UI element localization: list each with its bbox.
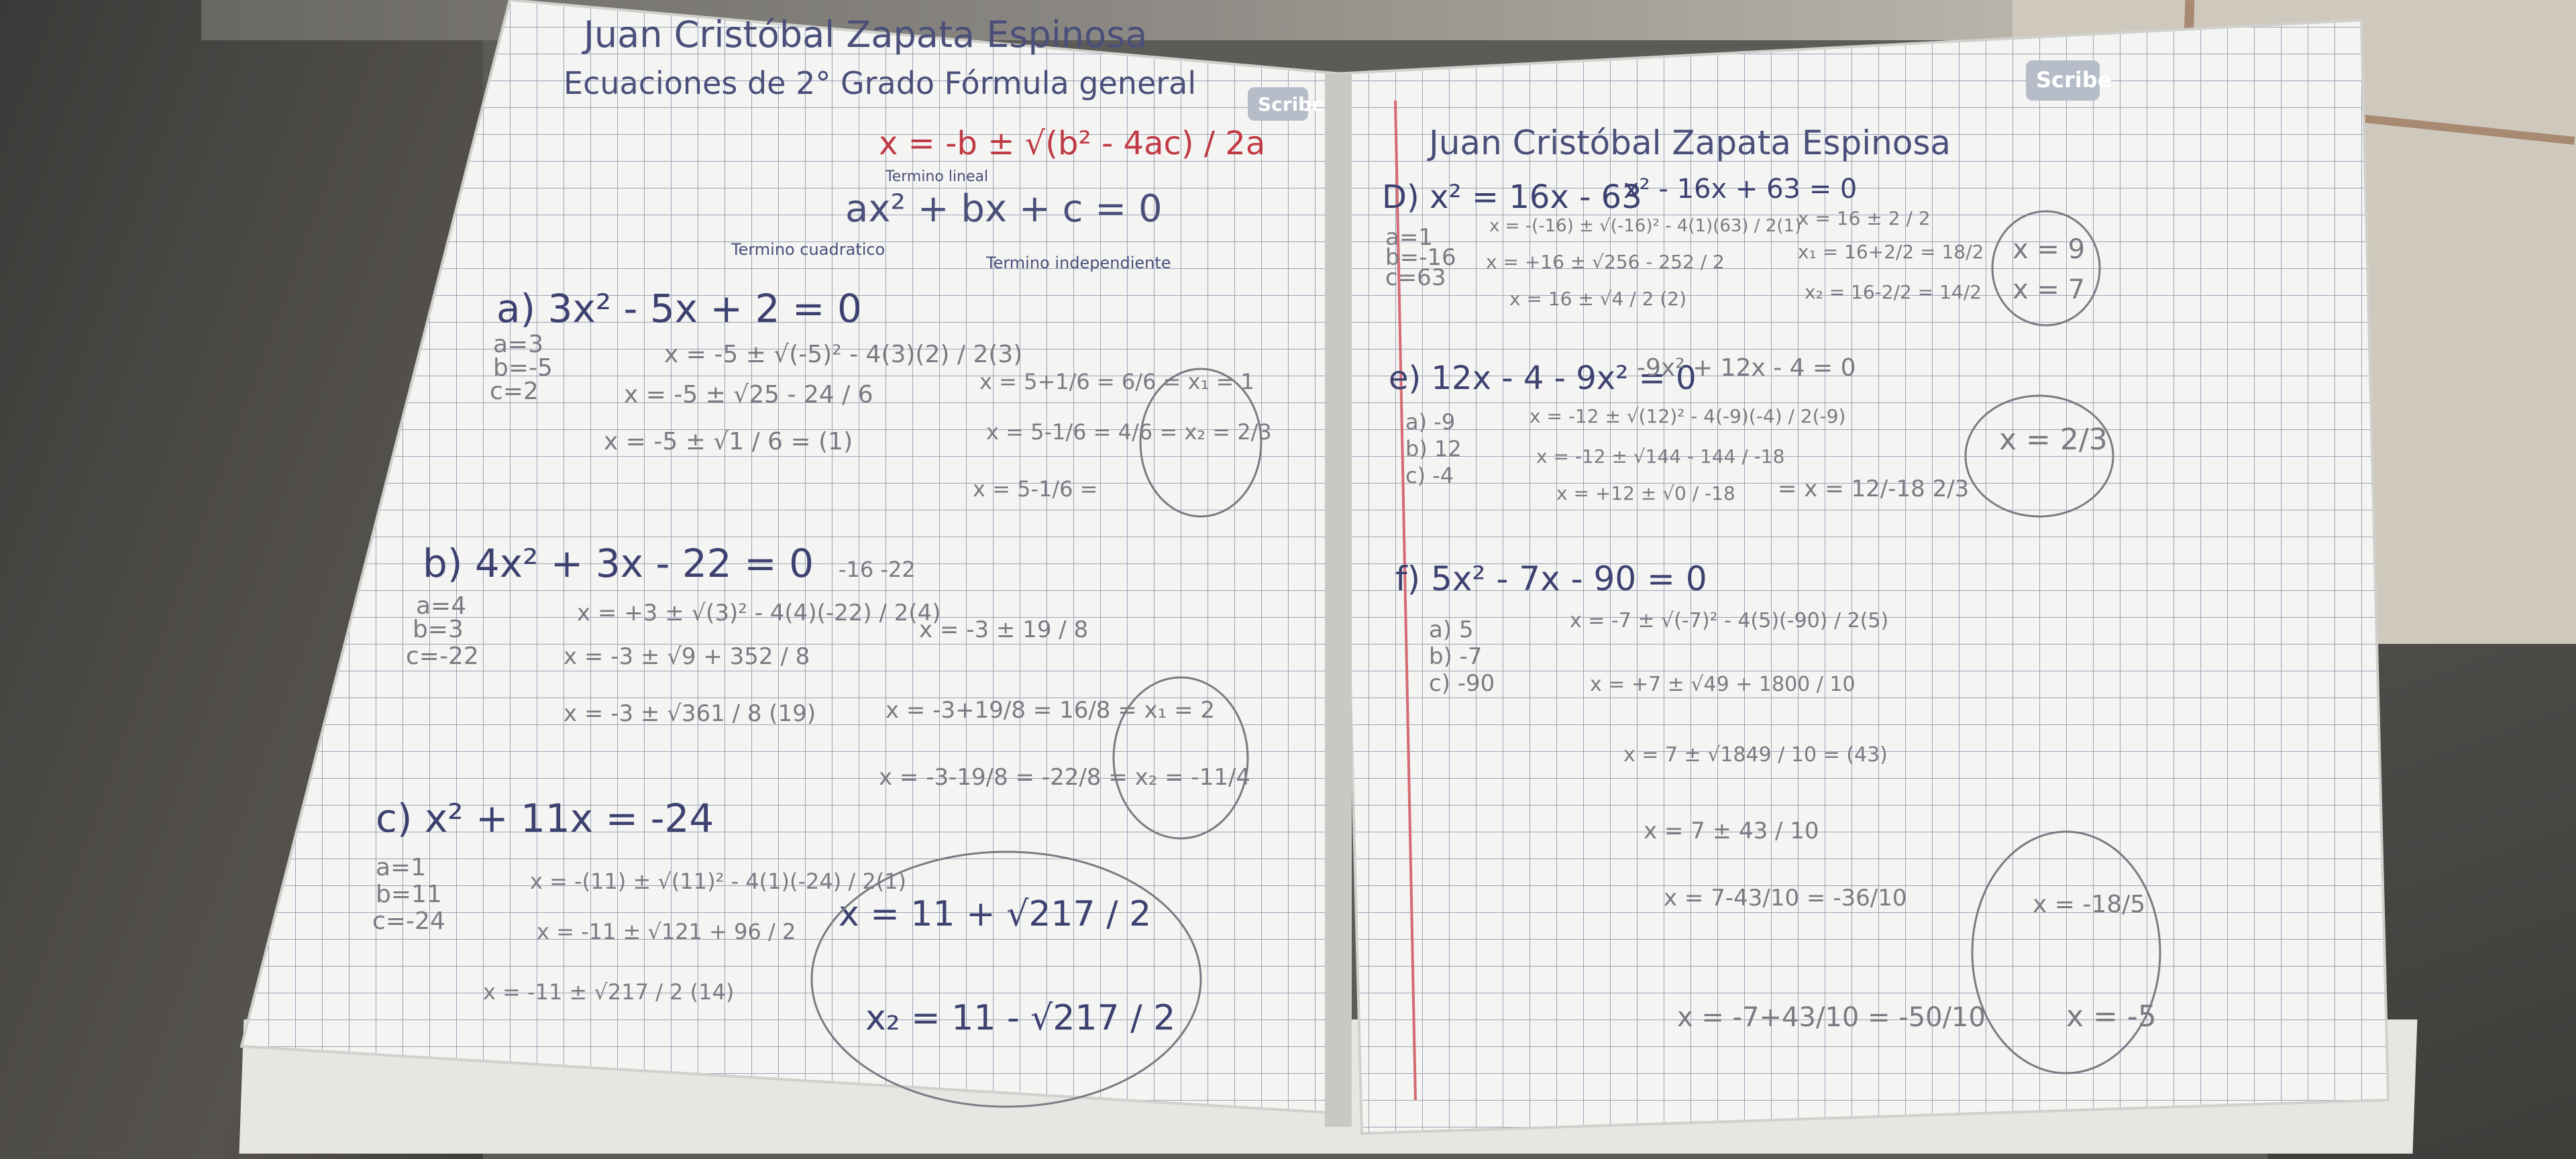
problem-f-answer-2: x = -5 [2066,999,2157,1034]
problem-b-coef-b: b=3 [413,616,464,643]
right-author: Juan Cristóbal Zapata Espinosa [1429,123,1951,162]
problem-a-root-2: x = 5-1/6 = 4/6 = x₂ = 2/3 [986,419,1272,445]
problem-a-step-2: x = -5 ± √25 - 24 / 6 [624,381,873,408]
term-linear: Termino lineal [885,168,989,185]
problem-a-step-1: x = -5 ± √(-5)² - 4(3)(2) / 2(3) [664,341,1023,368]
problem-e-rewritten: -9x² + 12x - 4 = 0 [1637,354,1856,382]
problem-f-root-3: x = -7+43/10 = -50/10 [1677,1002,1986,1033]
problem-e-root-1: = x = 12/-18 2/3 [1778,476,1970,502]
problem-f-step-3: x = 7 ± √1849 / 10 = (43) [1623,743,1888,767]
problem-d-root-1: x = 16 ± 2 / 2 [1798,207,1931,229]
problem-c-step-1: x = -(11) ± √(11)² - 4(1)(-24) / 2(1) [530,869,907,894]
problem-b-step-3: x = -3 ± √361 / 8 (19) [564,700,816,727]
problem-a-coef-c: c=2 [490,378,539,405]
problem-a-root-3: x = 5-1/6 = [973,476,1098,502]
problem-d-coef-c: c=63 [1385,264,1446,291]
problem-b-root-1: x = -3 ± 19 / 8 [919,616,1089,643]
problem-e-coef-b: b) 12 [1405,436,1462,461]
problem-d-step-2: x = +16 ± √256 - 252 / 2 [1486,251,1725,273]
problem-e-coef-a: a) -9 [1405,409,1456,435]
problem-c-root-1: x = 11 + √217 / 2 [839,894,1152,934]
problem-c-title: c) x² + 11x = -24 [376,795,714,841]
problem-c-step-3: x = -11 ± √217 / 2 (14) [483,979,735,1005]
problem-f-root-1: x = 7 ± 43 / 10 [1644,818,1819,844]
problem-f-root-2: x = 7-43/10 = -36/10 [1664,885,1907,912]
left-subject: Ecuaciones de 2° Grado Fórmula general [564,65,1197,101]
problem-e-step-2: x = -12 ± √144 - 144 / -18 [1536,445,1785,467]
problem-d-root-3: x₂ = 16-2/2 = 14/2 [1805,281,1982,303]
problem-d-step-1: x = -(-16) ± √(-16)² - 4(1)(63) / 2(1) [1489,216,1802,236]
problem-d-answer-1: x = 9 [2012,234,2086,265]
left-author: Juan Cristóbal Zapata Espinosa [584,13,1148,56]
problem-f-coef-c: c) -90 [1429,670,1495,697]
problem-f-step-2: x = +7 ± √49 + 1800 / 10 [1590,673,1856,696]
problem-f-coef-b: b) -7 [1429,643,1483,670]
problem-e-answer: x = 2/3 [1999,423,2108,457]
problem-e-step-1: x = -12 ± √(12)² - 4(-9)(-4) / 2(-9) [1529,405,1846,427]
problem-d-step-3: x = 16 ± √4 / 2 (2) [1509,288,1686,310]
term-quadratic: Termino cuadratico [731,240,885,259]
problem-d-root-2: x₁ = 16+2/2 = 18/2 [1798,241,1984,263]
problem-b-step-1: x = +3 ± √(3)² - 4(4)(-22) / 2(4) [577,600,941,626]
brand-right: Scribe [2036,67,2112,93]
problem-a-step-3: x = -5 ± √1 / 6 = (1) [604,428,853,455]
problem-b-step-2: x = -3 ± √9 + 352 / 8 [564,643,810,670]
problem-c-step-2: x = -11 ± √121 + 96 / 2 [537,919,796,944]
problem-a-title: a) 3x² - 5x + 2 = 0 [496,286,862,331]
problem-d-answer-2: x = 7 [2012,274,2086,305]
problem-e-title: e) 12x - 4 - 9x² = 0 [1389,360,1697,397]
quadratic-formula: x = -b ± √(b² - 4ac) / 2a [879,125,1266,162]
problem-b-root-3: x = -3-19/8 = -22/8 = x₂ = -11/4 [879,764,1251,791]
problem-c-coef-c: c=-24 [372,907,445,935]
spine [1325,74,1352,1127]
problem-b-side: -16 -22 [839,557,916,582]
problem-d-coef-a: a=1 [1385,224,1433,251]
problem-e-step-3: x = +12 ± √0 / -18 [1556,482,1735,504]
problem-f-title: f) 5x² - 7x - 90 = 0 [1395,559,1707,598]
problem-b-title: b) 4x² + 3x - 22 = 0 [423,541,814,586]
problem-c-root-2: x₂ = 11 - √217 / 2 [865,998,1176,1038]
problem-b-coef-c: c=-22 [406,643,479,670]
general-form: ax² + bx + c = 0 [845,187,1163,231]
problem-d-title: D) x² = 16x - 63 [1382,178,1642,216]
term-independent: Termino independiente [986,254,1171,272]
brand-left: Scribe [1258,93,1325,115]
problem-b-root-2: x = -3+19/8 = 16/8 = x₁ = 2 [885,697,1216,724]
problem-c-coef-a: a=1 [376,854,427,881]
problem-d-rewritten: x² - 16x + 63 = 0 [1623,174,1858,205]
problem-e-coef-c: c) -4 [1405,463,1454,488]
problem-a-coef-a: a=3 [493,331,544,358]
problem-f-answer-1: x = -18/5 [2033,891,2146,918]
problem-f-step-1: x = -7 ± √(-7)² - 4(5)(-90) / 2(5) [1570,609,1889,632]
problem-a-coef-b: b=-5 [493,354,553,382]
problem-a-root-1: x = 5+1/6 = 6/6 = x₁ = 1 [979,369,1254,394]
problem-b-coef-a: a=4 [416,592,467,620]
problem-f-coef-a: a) 5 [1429,616,1474,643]
problem-c-coef-b: b=11 [376,881,442,908]
problem-d-coef-b: b=-16 [1385,244,1456,271]
